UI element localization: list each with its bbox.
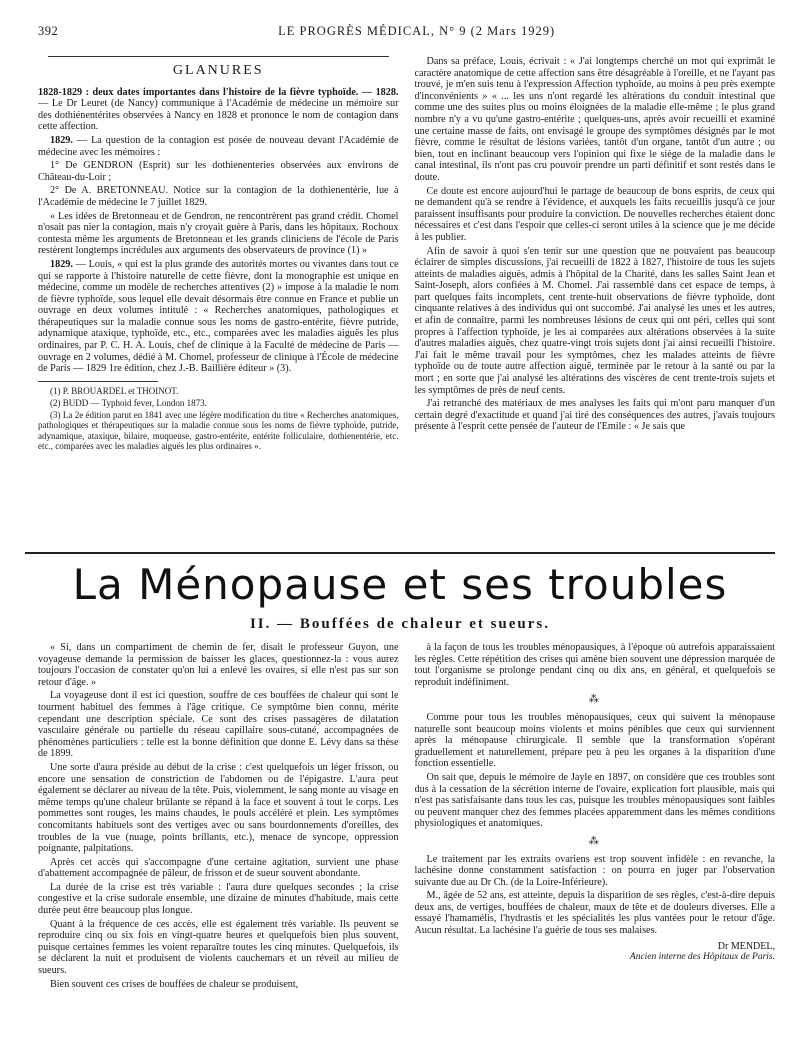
author-signature: Dr MENDEL, bbox=[717, 940, 775, 952]
article-paragraph: Le traitement par les extraits ovariens est trop souvent infidèle : en revanche, la lachésine donne constamment satisfaction : on pourra en juger par l'observation suivante due au Dr Ch. (de la Loire-Inférieure). bbox=[414, 853, 775, 888]
footnote-2: (2) BUDD — Typhoid fever, London 1873. bbox=[50, 398, 207, 409]
louis-paragraph-4: J'ai retranché des matériaux de mes analyses les faits qui m'ont paru manquer d'un certain degré d'exactitude et quand j'ai tiré des conséquences des autres, j'avais toujours présente à l'esprit cette pensée de l'auteur de l'Emile : « Je sais que bbox=[414, 398, 775, 433]
journal-title: LE PROGRÈS MÉDICAL, N° 9 (2 Mars 1929) bbox=[278, 24, 556, 38]
article-paragraph: Comme pour tous les troubles ménopausiques, ceux qui suivent la ménopause naturelle sont beaucoup moins violents et moins pénibles que ceux qui surviennent après la ménopause chirurgicale. Il semble que la transformation s'opérant graduellement et naturellement, prépare peu à peu les organes à la disparition d'une fonction essentielle. bbox=[414, 711, 775, 770]
article-title: La Ménopause et ses troubles bbox=[72, 560, 728, 609]
article-paragraph: La durée de la crise est très variable : l'aura dure quelques secondes ; la crise congestive et la crise sudorale ensemble, une dizaine de minutes d'habitude, mais cette durée peut être beaucoup plus longue. bbox=[38, 881, 399, 917]
section-stars-ornament: ⁂ bbox=[588, 694, 601, 706]
section-divider bbox=[25, 552, 775, 554]
article-paragraph: Bien souvent ces crises de bouffées de chaleur se produisent, bbox=[50, 978, 299, 990]
article-right-column bbox=[415, 642, 776, 1052]
glanures-left-column bbox=[38, 56, 399, 548]
louis-paragraph-3: Afin de savoir à quoi s'en tenir sur une question que ne pouvaient pas beaucoup éclairer de simples discussions, j'ai recueilli de 1822 à 1827, l'histoire de tous les sujets atteints de maladies aiguës, admis à l'hôpital de la Charité, dans les salles Saint Jean et Saint-Joseph, alors confiées à M. Chomel. J'ai rassemblé dans cet espace de temps, à part quelques faits incomplets, cent trente-huit observations de fièvre typhoïde, dont cinquante relatives à des individus qui ont succombé. J'ai analysé les unes et les autres, et afin de connaître, parmi les nombreuses lésions de ceux qui ont péri, celles qui sont propres à l'affection typhoïde, je les ai comparées aux altérations observées à la suite d'autres maladies aiguës, chez quatre-vingt trois sujets dont j'ai ainsi recueilli l'histoire. J'ai fait le même travail pour les symptômes, chez les malades atteints de fièvre typhoïde ou de toute autre affection aiguë, terminée par le retour à la santé ou par la mort ; en sorte que j'ai analysé les altérations des viscères de cent trente-trois sujets et les symptômes de près de neuf cents. bbox=[414, 245, 775, 396]
article-paragraph: Quant à la fréquence de ces accès, elle est également très variable. Ils peuvent se reproduire cinq ou six fois en vingt-quatre heures et quelquefois bien plus souvent, puisque certaines femmes les voient reparaître toutes les cinq minutes. Quelquefois, ils se déclarent la nuit et produisent de violents cauchemars et un réveil au milieu de sueurs. bbox=[38, 918, 399, 977]
article-left-column bbox=[38, 642, 399, 1052]
article-paragraph: On sait que, depuis le mémoire de Jayle en 1897, on considère que ces troubles sont dus à la cessation de la sécrétion interne de l'ovaire, explication fort plausible, mais qui n'est pas satisfaisante dans tous les cas, puisque les troubles ménopausiques sont faibles ou peuvent manquer chez des femmes placées apparemment dans les mêmes conditions physiologiques et anatomiques. bbox=[414, 771, 775, 830]
article-paragraph: M., âgée de 52 ans, est atteinte, depuis la disparition de ses règles, c'est-à-dire depuis deux ans, de vertiges, bouffées de chaleur, maux de tête et de douleurs diverses. Elle a essayé l'hamamélis, l'hydrastis et les spécialités les plus vantées pour le retour d'âge. Aucun résultat. La lachésine l'a guérie de tous ses malaises. bbox=[414, 890, 775, 937]
article-paragraph: « Si, dans un compartiment de chemin de fer, disait le professeur Guyon, une voyageuse demande la permission de baisser les glaces, questionnez-la : vous aurez toujours l'occasion de constater qu'on lui a enlevé les ovaires, si elle n'est pas sur son retour d'âge. » bbox=[38, 642, 399, 688]
glanures-paragraph-4: 2° De A. BRETONNEAU. Notice sur la contagion de la dothienentérie, lue à l'Académie de médecine le 7 juillet 1829. bbox=[38, 185, 399, 208]
footnote-1: (1) P. BROUARDEL et THOINOT. bbox=[50, 385, 179, 396]
louis-paragraph-1: Dans sa préface, Louis, écrivait : « J'ai longtemps cherché un mot qui exprimât le caractère anatomique de cette affection sans être désagréable à l'oreille, et ne l'ayant pas trouvé, je m'en suis tenu à l'expression Affection typhoïde, au moins à peu près exempte d'inconvénients » « ... les uns n'ont regardé les altérations du conduit intestinal que comme une des suites plus ou moins éloignées de la maladie elle-même ; le plus grand nombre n'y a vu qu'une gastro-entérite ; quelques-uns, après avoir recueilli et examiné une certaine masse de faits, ont envisagé le groupe des symptômes désignés par le mot fièvre, comme le résultat de lésions variées, tantôt d'un organe, tantôt d'un autre ; ou bien, tout en inclinant beaucoup vers l'opinion qui fixe le siège de la maladie dans le canal intestinal, ils n'ont pas cru pouvoir prendre un parti définitif et sont restés dans le doute. bbox=[414, 56, 775, 183]
glanures-paragraph-5: « Les idées de Bretonneau et de Gendron, ne rencontrèrent pas grand crédit. Chomel n'osait pas nier la contagion, mais n'y croyait guère à Paris, dans les hôpitaux. Rochoux contesta même les arguments de Bretonneau et les grands cliniciens de l'école de Paris restèrent longtemps incrédules aux arguments des observateurs de province (1) » bbox=[38, 210, 399, 257]
page-header bbox=[38, 24, 775, 44]
glanures-right-column bbox=[415, 56, 776, 548]
section-stars-ornament: ⁂ bbox=[588, 835, 601, 847]
article-body bbox=[38, 642, 775, 1052]
article-paragraph: Après cet accès qui s'accompagne d'une certaine agitation, survient une phase d'abattement accompagnée de pâleur, de frisson et de sueur souvent abondante. bbox=[38, 856, 399, 880]
footnote-3: (3) La 2e édition parut en 1841 avec une légère modification du titre « Recherches anatomiques, pathologiques et thérapeutiques sur la maladie connue sous les noms de fièvre typhoïde, putride, adynamique, ataxique, bilaire, muqueuse, gastro-entérite, entérite folliculaire, dothienentérie, etc. etc., comparées avec les maladies aiguës les plus ordinaires ». bbox=[38, 410, 399, 451]
article-subtitle: II. — Bouffées de chaleur et sueurs. bbox=[249, 616, 551, 632]
article-paragraph: à la façon de tous les troubles ménopausiques, à l'époque où autrefois apparaissaient les règles. Cette répétition des crises qui amène bien souvent une dépression marquée de tout l'organisme se prolonge pendant cinq ou dix ans, en général, et quelquefois se reproduit indéfiniment. bbox=[414, 642, 775, 688]
author-title: Ancien interne des Hôpitaux de Paris. bbox=[629, 952, 775, 963]
footnote-rule bbox=[38, 381, 158, 382]
louis-paragraph-2: Ce doute est encore aujourd'hui le partage de beaucoup de bons esprits, de ceux qui ne demandent qu'à se rendre à l'évidence, et auxquels les faits recueillis jusqu'à ce jour paraissent insuffisants pour produire la conviction. De nouvelles recherches étaient donc nécessaires et c'est dans l'espoir que celles-ci seront utiles à la science que je me décide à les publier. bbox=[414, 185, 775, 243]
glanures-title: GLANURES bbox=[172, 63, 264, 78]
glanures-paragraph-2: 1829. — La question de la contagion est posée de nouveau devant l'Académie de médecine avec les mémoires : bbox=[38, 134, 399, 158]
article-paragraph: Une sorte d'aura préside au début de la crise : c'est quelquefois un léger frisson, ou encore une sensation de constriction de l'abdomen ou de l'épigastre. L'aura peut également se déclarer au niveau de la tête. Puis, violemment, le sang monte au visage en même temps qu'une chaleur brûlante se répand à la face et souvent à tout le corps. Les pommettes sont rouges, les mains chaudes, le pouls accéléré et plein. Les symptômes concomitants habituels sont des vertiges avec ou sans bourdonnements d'oreilles, des troubles de la vue (nuage, points brillants, etc.), menace de syncope, oppression poignante, palpitations. bbox=[38, 761, 399, 855]
glanures-paragraph-3: 1° De GENDRON (Esprit) sur les dothienenteries observées aux environs de Château-du-Loir ; bbox=[38, 160, 399, 183]
glanures-paragraph-1: 1828-1829 : deux dates importantes dans l'histoire de la fièvre typhoïde. — 1828. — Le Dr Leuret (de Nancy) communique à l'Académie de médecine un mémoire sur des dothiénentérites observées à Nancy en 1828 et prononce le nom de contagion dans cette affection. bbox=[38, 86, 399, 133]
glanures-section bbox=[38, 56, 775, 548]
section-rule bbox=[48, 56, 389, 57]
page-number: 392 bbox=[38, 24, 59, 38]
glanures-paragraph-6: 1829. — Louis, « qui est la plus grande des autorités mortes ou vivantes dans tout ce qui se rapporte à l'histoire naturelle de cette fièvre, dont la monographie est unique en médecine, comme un modèle de recherches attentives (2) » impose à la maladie le nom de fièvre typhoïde, sous lequel elle devait désormais être connue en France et publie un ouvrage en deux volumes intitulé : « Recherches anatomiques, pathologiques et thérapeutiques sur la maladie connue sous les noms de gastro-entérite, fièvre putride, adynamique ataxique, typhoïde, etc., etc., comparées avec les maladies aiguës les plus ordinaires, par P. C. H. A. Louis, chef de clinique à la Faculté de médecine de Paris — ouvrage en 2 volumes, dédié à M. Chomel, professeur de clinique à l'École de médecine de Paris — 1829 1re édition, chez J.-B. Baillière éditeur » (3). bbox=[38, 258, 399, 375]
article-paragraph: La voyageuse dont il est ici question, souffre de ces bouffées de chaleur qui sont le tourment habituel des femmes à l'âge critique. Ce symptôme bien connu, mérite cependant une description spéciale. Ce sont des crises passagères de dilatation vasculaire générale ou partielle du réseau capillaire sous-cutané, accompagnées de phénomènes particuliers : telle est la bonne définition que donne E. Lévy dans sa thèse de 1899. bbox=[38, 690, 399, 760]
